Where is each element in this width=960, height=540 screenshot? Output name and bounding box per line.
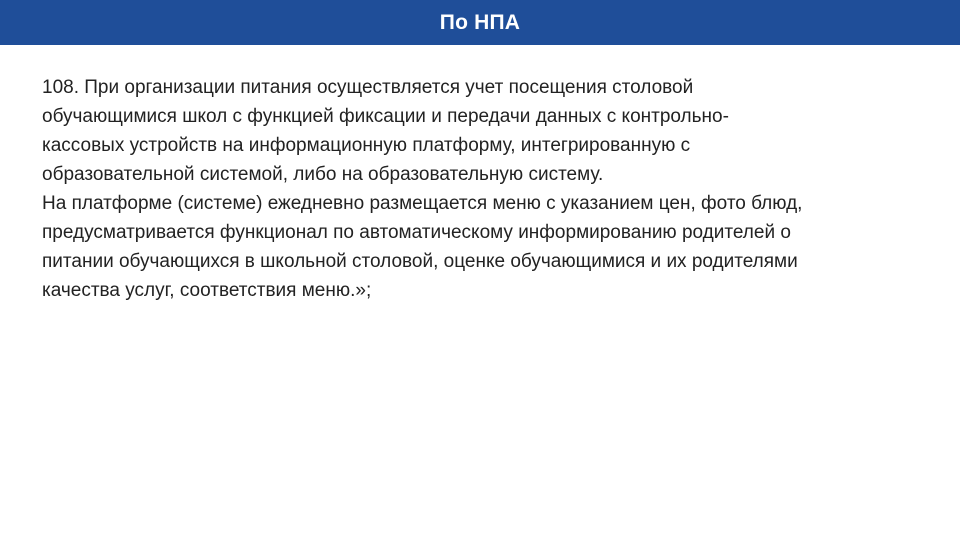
text-line: предусматривается функционал по автоматическому информированию родителей о [42, 222, 791, 243]
text-line: образовательной системой, либо на образовательную систему. [42, 164, 604, 185]
slide-title: По НПА [439, 10, 521, 34]
text-line: качества услуг, соответствия меню.»; [42, 280, 372, 301]
text-line: кассовых устройств на информационную платформу, интегрированную с [42, 135, 691, 156]
header-bar [0, 0, 960, 45]
text-line: обучающимися школ с функцией фиксации и передачи данных с контрольно- [42, 106, 729, 127]
body-text [42, 73, 932, 305]
text-line: На платформе (системе) ежедневно размещается меню с указанием цен, фото блюд, [42, 193, 803, 214]
text-line: 108. При организации питания осуществляется учет посещения столовой [42, 77, 694, 98]
text-line: питании обучающихся в школьной столовой, оценке обучающимися и их родителями [42, 251, 798, 272]
